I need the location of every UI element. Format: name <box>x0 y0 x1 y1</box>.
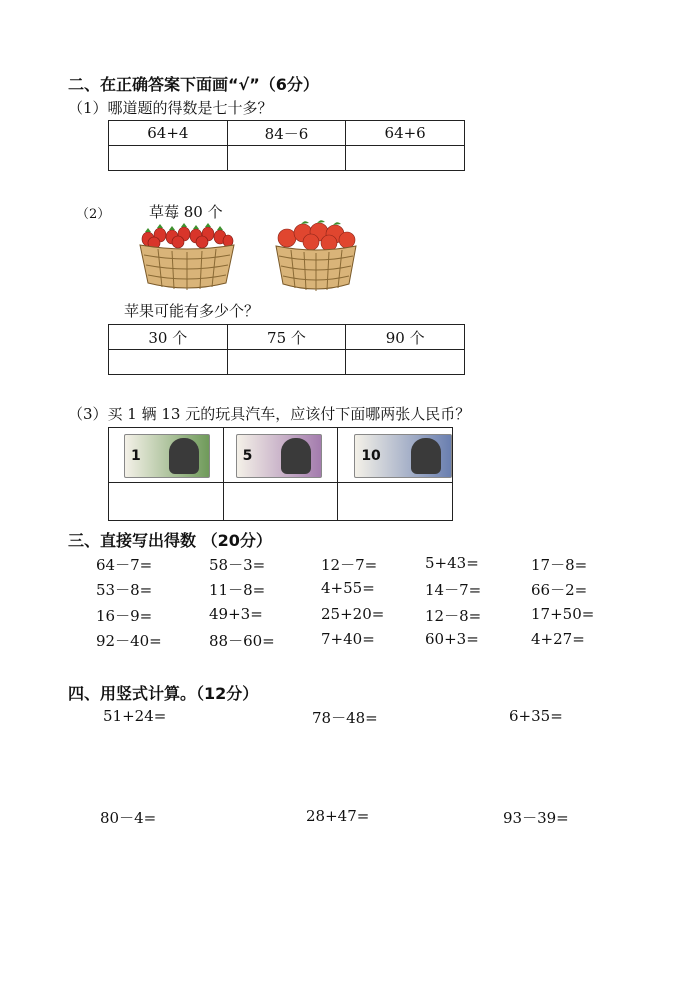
banknote-5-yuan-image <box>236 434 322 478</box>
mental-math-item: 16－9= <box>96 607 153 625</box>
mental-math-item: 49+3= <box>209 605 263 623</box>
vertical-calc-item: 78－48= <box>312 709 378 727</box>
section-4-title: 四、用竖式计算。（12分） <box>68 684 259 703</box>
mental-math-item: 64－7= <box>96 556 153 574</box>
mental-math-item: 60+3= <box>425 630 479 648</box>
answer-cell[interactable] <box>109 483 224 521</box>
mental-math-item: 14－7= <box>425 581 482 599</box>
question-2-label: （2） <box>76 207 111 222</box>
mental-math-item: 5+43= <box>425 554 479 572</box>
mental-math-item: 12－8= <box>425 607 482 625</box>
mental-math-item: 53－8= <box>96 581 153 599</box>
apple-basket-image <box>273 218 359 292</box>
strawberry-count-text: 草莓 80 个 <box>149 203 223 221</box>
vertical-calc-item: 51+24= <box>103 707 167 725</box>
question-2-answer-table <box>108 324 465 375</box>
mental-math-item: 25+20= <box>321 605 385 623</box>
option-cell: 84－6 <box>227 121 346 146</box>
answer-cell[interactable] <box>338 483 453 521</box>
answer-cell[interactable] <box>346 146 465 171</box>
question-1-answer-table <box>108 120 465 171</box>
banknote-cell <box>109 428 224 483</box>
answer-cell[interactable] <box>227 350 346 375</box>
banknote-cell <box>338 428 453 483</box>
question-2-prompt: 苹果可能有多少个？ <box>124 302 260 320</box>
vertical-calc-item: 28+47= <box>306 807 370 825</box>
portrait-icon <box>169 438 199 474</box>
vertical-calc-item: 93－39= <box>503 809 569 827</box>
banknote-value: 1 <box>131 448 141 464</box>
banknote-10-yuan-image <box>354 434 452 478</box>
portrait-icon <box>411 438 441 474</box>
answer-cell[interactable] <box>109 350 228 375</box>
answer-cell[interactable] <box>227 146 346 171</box>
banknote-cell <box>223 428 338 483</box>
question-3-answer-table <box>108 427 453 521</box>
strawberry-basket-image <box>136 223 238 291</box>
answer-cell[interactable] <box>109 146 228 171</box>
mental-math-item: 66－2= <box>531 581 588 599</box>
mental-math-item: 12－7= <box>321 556 378 574</box>
mental-math-item: 4+55= <box>321 579 375 597</box>
banknote-1-yuan-image <box>124 434 210 478</box>
mental-math-item: 11－8= <box>209 581 266 599</box>
mental-math-item: 7+40= <box>321 630 375 648</box>
banknote-value: 5 <box>242 448 253 464</box>
mental-math-item: 88－60= <box>209 632 275 650</box>
mental-math-item: 58－3= <box>209 556 266 574</box>
option-cell: 90 个 <box>346 325 465 350</box>
vertical-calc-item: 80－4= <box>100 809 157 827</box>
mental-math-item: 17+50= <box>531 605 595 623</box>
banknote-value: 10 <box>361 448 381 464</box>
mental-math-item: 17－8= <box>531 556 588 574</box>
question-1-prompt: （1）哪道题的得数是七十多？ <box>68 99 273 117</box>
section-3-title: 三、直接写出得数 （20分） <box>68 531 272 550</box>
mental-math-item: 4+27= <box>531 630 585 648</box>
vertical-calc-item: 6+35= <box>509 707 563 725</box>
option-cell: 64+6 <box>346 121 465 146</box>
answer-cell[interactable] <box>346 350 465 375</box>
portrait-icon <box>281 438 311 474</box>
section-2-title: 二、在正确答案下面画“√”（6分） <box>68 75 319 94</box>
option-cell: 64+4 <box>109 121 228 146</box>
question-3-prompt: （3）买 1 辆 13 元的玩具汽车，应该付下面哪两张人民币？ <box>68 405 471 423</box>
mental-math-item: 92－40= <box>96 632 162 650</box>
option-cell: 75 个 <box>227 325 346 350</box>
answer-cell[interactable] <box>223 483 338 521</box>
option-cell: 30 个 <box>109 325 228 350</box>
